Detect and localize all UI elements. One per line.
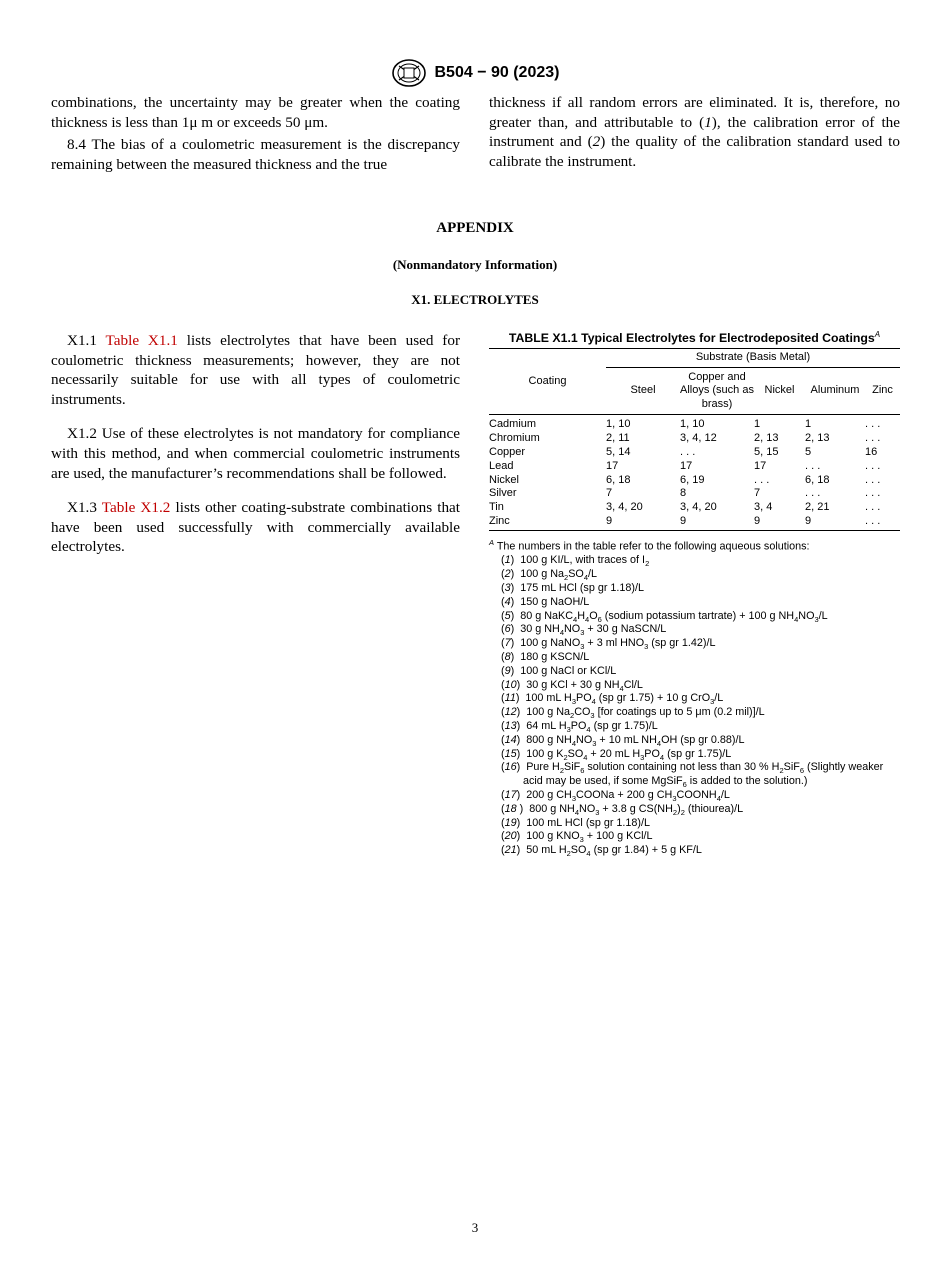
table-x1-1-link[interactable]: Table X1.1 [105,332,178,349]
electrolyte-cell: 9 [680,514,687,527]
column-header-coating: Coating [489,349,606,415]
electrolyte-cell: 1 [805,418,812,431]
electrolyte-cell: 9 [754,514,761,527]
electrolyte-cell: 5, 14 [606,445,631,458]
electrolyte-table [489,348,900,531]
right-column-top [489,93,900,171]
solution-3: (3) 175 mL HCl (sp gr 1.18)/L [501,581,645,594]
coating-cell: Zinc [489,514,510,527]
electrolyte-cell: . . . [680,445,696,458]
solution-16: (16) Pure $H_2SiF_6$ solution containing not less than 30 % $H_2SiF_6$ (Slightly weaker acid may be used, if some MgSiF$_6$ is added to the solution.) [501,761,884,790]
table-row [489,446,900,460]
column-group-substrate: Substrate (Basis Metal) [606,349,900,368]
electrolyte-cell: . . . [865,514,881,527]
table-row [489,460,900,474]
solution-13: (13) 64 mL $H_3PO_4$ (sp gr 1.75)/L [501,719,658,735]
column-header-zinc: Zinc [872,384,893,397]
electrolyte-cell: . . . [805,487,821,500]
electrolyte-cell: 8 [680,487,687,500]
column-header-aluminum: Aluminum [810,384,860,397]
table-title: TABLE X1.1 Typical Electrolytes for Electrodeposited Coatings$^A$ [508,330,881,346]
electrolyte-cell: 6, 18 [606,473,631,486]
table-row [489,501,900,515]
coating-cell: Chromium [489,432,540,445]
electrolyte-cell: 9 [606,514,613,527]
electrolyte-cell: . . . [865,418,881,431]
left-column-top [51,93,460,174]
appendix-title: APPENDIX [436,220,514,236]
electrolyte-cell: 17 [680,459,693,472]
electrolyte-cell: 1, 10 [680,418,705,431]
solution-18: (18 ) 800 g $NH_4NO_3 + 3.8$ g $CS(NH_2)_2$ (thiourea)/L [501,802,744,817]
electrolyte-cell: 2, 11 [606,432,630,445]
electrolyte-cell: 5, 15 [754,445,779,458]
appendix-subtitle: (Nonmandatory Information) [392,257,558,272]
table-x1-2-link[interactable]: Table X1.2 [101,499,171,517]
electrolyte-cell: 16 [865,445,878,458]
column-header-copper-alloys: Copper and Alloys (such as brass) [680,370,754,410]
table-row [489,515,900,530]
electrolyte-cell: . . . [865,459,881,472]
electrolyte-cell: . . . [865,487,881,500]
electrolyte-cell: 2, 13 [805,432,830,445]
electrolyte-cell: 5 [805,445,812,458]
solution-5: (5) 80 g $NaKC_4H_4O_6$ (sodium potassium tartrate) + 100 g $NH_4NO_3/L$ [501,609,828,624]
electrolyte-cell: 6, 19 [680,473,705,486]
table-row [489,474,900,488]
solution-9: (9) 100 g NaCl or KCl/L [501,664,617,677]
coating-cell: Nickel [489,473,519,486]
solution-8: (8) 180 g KSCN/L [501,650,590,663]
document-designation: B504 − 90 (2023) [434,64,560,81]
solution-2: (2) 100 g $Na_2SO_4/L$ [501,568,598,583]
solution-7: (7) 100 g NaNO$_3$ + 3 ml $HNO_3$ (sp gr 1.42)/L [501,637,716,652]
table-row [489,432,900,446]
table-row [489,487,900,501]
electrolyte-cell: . . . [754,473,770,486]
coating-cell: Silver [489,487,517,500]
solution-12: (12) 100 g $Na_2CO_3$ [for coatings up to 5 μm (0.2 mil)]/L [501,706,765,721]
paragraph-x1-2: X1.2 Use of these electrolytes is not mandatory for compliance with this method, and when commercial coulometric instruments are used, the manufacturer’s recommendations shall be followed. [51,425,461,482]
solution-11: (11) 100 mL $H_3PO_4$ (sp gr 1.75) + 10 g CrO$_3$/L [501,692,724,707]
electrolyte-cell: 6, 18 [805,473,830,486]
electrolyte-cell: . . . [865,473,881,486]
electrolyte-cell: . . . [805,459,821,472]
column-header-nickel: Nickel [764,384,795,397]
coating-cell: Copper [489,445,526,458]
paragraph-x1-1: X1.1 Table X1.1 lists electrolytes that have been used for coulometric thickness measurements; however, they are not necessarily suitable for use with all types of coulometric instruments. [51,332,461,408]
solution-20: (20) 100 g $KNO_3 + 100$ g KCl/L [501,830,653,845]
electrolyte-cell: 1 [754,418,761,431]
electrolyte-cell: 3, 4 [754,501,773,514]
solution-15: (15) 100 g $K_2SO_4 + 20$ mL $H_3PO_4$ (sp gr 1.75)/L [501,747,732,762]
electrolyte-cell: 17 [606,459,619,472]
electrolyte-cell: 9 [805,514,812,527]
electrolyte-cell: 7 [754,487,761,500]
section-heading: X1. ELECTROLYTES [411,292,539,307]
footnote-a: $^A$ The numbers in the table refer to the following aqueous solutions: [489,538,810,553]
astm-logo-icon [391,58,427,88]
electrolyte-cell: 3, 4, 20 [680,501,717,514]
solution-19: (19) 100 mL HCl (sp gr 1.18)/L [501,816,651,829]
coating-cell: Tin [489,501,504,514]
electrolyte-cell: 2, 21 [805,501,830,514]
page-number: 3 [471,1220,479,1235]
column-header-steel: Steel [630,384,656,397]
paragraph-continuation: combinations, the uncertainty may be greater when the coating thickness is less than 1μ m or exceeds 50 μm. [51,94,460,131]
electrolyte-cell: . . . [865,501,881,514]
solution-1: (1) 100 g KI/L, with traces of $I_2$ [501,554,650,569]
solution-21: (21) 50 mL $H_2SO_4$ (sp gr 1.84) + 5 g KF/L [501,844,702,859]
left-column-body [51,331,460,557]
electrolyte-cell: 2, 13 [754,432,779,445]
solution-4: (4) 150 g NaOH/L [501,595,590,608]
electrolyte-cell: 7 [606,487,613,500]
paragraph-x1-3: X1.3 Table X1.2 lists other coating-substrate combinations that have been used successfully with commercially available electrolytes. [51,499,460,556]
electrolyte-cell: . . . [865,432,881,445]
coating-cell: Cadmium [489,418,537,431]
paragraph-8-4: 8.4 The bias of a coulometric measurement is the discrepancy remaining between the measured thickness and the true [51,136,460,173]
coating-cell: Lead [489,459,514,472]
page-header [0,58,950,93]
table-footnotes [489,536,900,858]
electrolyte-cell: 1, 10 [606,418,631,431]
paragraph-8-4-continued: thickness if all random errors are eliminated. It is, therefore, no greater than, and attributable to (1), the calibration error of the instrument and (2) the quality of the calibration standard used to calibrate the instrument. [489,94,901,170]
electrolyte-cell: 3, 4, 20 [606,501,643,514]
solution-14: (14) 800 g $NH_4NO_3 + 10$ mL $NH_4OH$ (sp gr 0.88)/L [501,733,745,748]
solution-10: (10) 30 g KCl + 30 g $NH_4Cl/L$ [501,678,643,693]
table-x1-1 [489,330,900,531]
solution-6: (6) 30 g $NH_4NO_3 + 30$ g NaSCN/L [501,623,667,638]
electrolyte-cell: 3, 4, 12 [680,432,717,445]
electrolyte-cell: 17 [754,459,767,472]
solution-17: (17) 200 g $CH_3COONa + 200$ g $CH_3COONH_4/L$ [501,788,730,804]
table-row [489,415,900,432]
